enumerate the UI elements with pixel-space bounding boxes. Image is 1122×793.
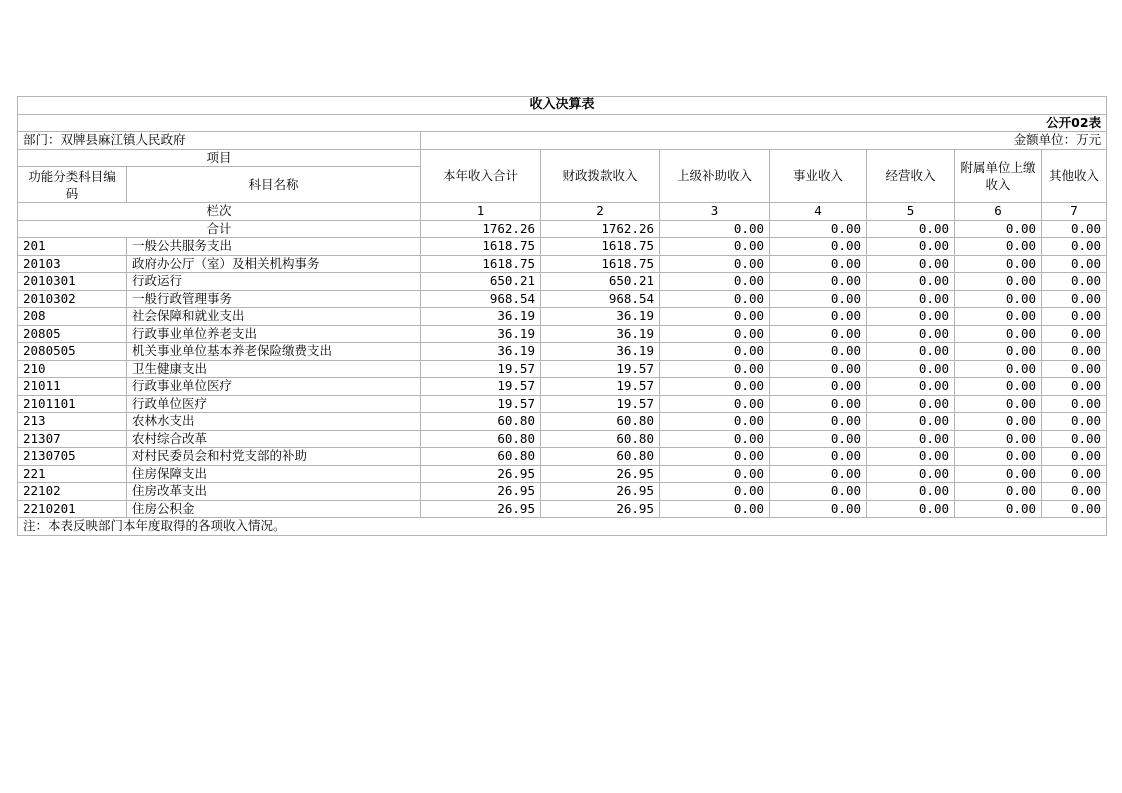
amount-cell: 0.00 (955, 255, 1042, 273)
amount-cell: 0.00 (867, 378, 955, 396)
amount-cell: 0.00 (660, 238, 770, 256)
amount-cell: 0.00 (770, 255, 867, 273)
amount-cell: 0.00 (1042, 273, 1107, 291)
amount-cell: 0.00 (955, 395, 1042, 413)
column-number-row (18, 203, 1107, 221)
subject-code: 2080505 (18, 343, 127, 361)
amount-cell: 0.00 (660, 395, 770, 413)
amount-cell: 0.00 (955, 500, 1042, 518)
amount-cell: 0.00 (955, 290, 1042, 308)
amount-cell: 0.00 (770, 448, 867, 466)
total-value: 1762.26 (421, 220, 541, 238)
amount-cell: 0.00 (770, 325, 867, 343)
amount-cell: 0.00 (867, 273, 955, 291)
subject-code: 210 (18, 360, 127, 378)
amount-cell: 1618.75 (541, 238, 660, 256)
amount-cell: 0.00 (660, 325, 770, 343)
amount-cell: 0.00 (867, 290, 955, 308)
amount-cell: 968.54 (421, 290, 541, 308)
amount-cell: 0.00 (660, 430, 770, 448)
subject-code: 2010302 (18, 290, 127, 308)
amount-cell: 0.00 (770, 308, 867, 326)
amount-cell: 0.00 (660, 500, 770, 518)
amount-cell: 26.95 (421, 465, 541, 483)
amount-cell: 19.57 (541, 360, 660, 378)
subject-name: 一般公共服务支出 (127, 238, 421, 256)
amount-cell: 1618.75 (421, 255, 541, 273)
amount-cell: 0.00 (770, 465, 867, 483)
amount-cell: 0.00 (867, 448, 955, 466)
column-number: 4 (770, 203, 867, 221)
amount-cell: 36.19 (421, 308, 541, 326)
header-item: 项目 (18, 149, 421, 167)
amount-cell: 60.80 (541, 413, 660, 431)
header-fiscal: 财政拨款收入 (541, 149, 660, 203)
subject-name: 住房公积金 (127, 500, 421, 518)
amount-cell: 1618.75 (421, 238, 541, 256)
amount-cell: 0.00 (955, 343, 1042, 361)
amount-cell: 0.00 (770, 500, 867, 518)
amount-cell: 60.80 (421, 448, 541, 466)
total-row (18, 220, 1107, 238)
subject-name: 行政单位医疗 (127, 395, 421, 413)
amount-cell: 26.95 (541, 465, 660, 483)
subject-name: 行政事业单位医疗 (127, 378, 421, 396)
table-row (18, 448, 1107, 466)
amount-cell: 0.00 (1042, 413, 1107, 431)
amount-cell: 0.00 (867, 483, 955, 501)
amount-cell: 0.00 (770, 413, 867, 431)
amount-cell: 36.19 (541, 325, 660, 343)
subject-name: 行政运行 (127, 273, 421, 291)
amount-cell: 0.00 (955, 448, 1042, 466)
amount-cell: 0.00 (660, 360, 770, 378)
amount-cell: 0.00 (770, 273, 867, 291)
amount-cell: 0.00 (1042, 238, 1107, 256)
amount-cell: 0.00 (660, 290, 770, 308)
subject-code: 201 (18, 238, 127, 256)
table-row (18, 465, 1107, 483)
table-row (18, 308, 1107, 326)
amount-cell: 968.54 (541, 290, 660, 308)
total-value: 1762.26 (541, 220, 660, 238)
header-superior: 上级补助收入 (660, 149, 770, 203)
table-note: 注：本表反映部门本年度取得的各项收入情况。 (18, 518, 1107, 536)
amount-cell: 26.95 (421, 500, 541, 518)
amount-cell: 0.00 (770, 343, 867, 361)
header-total: 本年收入合计 (421, 149, 541, 203)
amount-cell: 0.00 (660, 255, 770, 273)
amount-cell: 26.95 (421, 483, 541, 501)
header-other: 其他收入 (1042, 149, 1107, 203)
amount-cell: 0.00 (955, 378, 1042, 396)
subject-code: 21307 (18, 430, 127, 448)
amount-cell: 0.00 (1042, 290, 1107, 308)
subject-name: 住房改革支出 (127, 483, 421, 501)
table-row (18, 378, 1107, 396)
subject-code: 22102 (18, 483, 127, 501)
amount-cell: 36.19 (421, 343, 541, 361)
amount-cell: 0.00 (867, 395, 955, 413)
subject-code: 20805 (18, 325, 127, 343)
table-row (18, 238, 1107, 256)
amount-cell: 0.00 (1042, 308, 1107, 326)
amount-cell: 0.00 (955, 413, 1042, 431)
subject-name: 机关事业单位基本养老保险缴费支出 (127, 343, 421, 361)
column-number: 7 (1042, 203, 1107, 221)
amount-cell: 0.00 (1042, 483, 1107, 501)
amount-cell: 0.00 (770, 290, 867, 308)
amount-cell: 1618.75 (541, 255, 660, 273)
amount-cell: 0.00 (660, 378, 770, 396)
header-subject-name: 科目名称 (127, 167, 421, 203)
table-row (18, 273, 1107, 291)
amount-cell: 0.00 (660, 448, 770, 466)
amount-cell: 0.00 (660, 308, 770, 326)
amount-cell: 0.00 (1042, 360, 1107, 378)
subject-name: 卫生健康支出 (127, 360, 421, 378)
amount-cell: 0.00 (955, 273, 1042, 291)
amount-cell: 0.00 (867, 343, 955, 361)
amount-cell: 36.19 (421, 325, 541, 343)
amount-cell: 60.80 (421, 430, 541, 448)
amount-cell: 0.00 (660, 343, 770, 361)
subject-name: 一般行政管理事务 (127, 290, 421, 308)
amount-cell: 0.00 (770, 483, 867, 501)
subject-code: 20103 (18, 255, 127, 273)
subject-name: 对村民委员会和村党支部的补助 (127, 448, 421, 466)
amount-cell: 19.57 (421, 395, 541, 413)
subject-code: 2010301 (18, 273, 127, 291)
amount-cell: 26.95 (541, 483, 660, 501)
subject-code: 2101101 (18, 395, 127, 413)
amount-cell: 60.80 (541, 430, 660, 448)
amount-cell: 650.21 (541, 273, 660, 291)
amount-cell: 36.19 (541, 308, 660, 326)
amount-cell: 0.00 (955, 325, 1042, 343)
amount-cell: 0.00 (955, 238, 1042, 256)
total-value: 0.00 (1042, 220, 1107, 238)
unit-label: 金额单位：万元 (421, 132, 1107, 150)
subject-name: 社会保障和就业支出 (127, 308, 421, 326)
subject-code: 21011 (18, 378, 127, 396)
amount-cell: 0.00 (1042, 343, 1107, 361)
header-affiliated: 附属单位上缴收入 (955, 149, 1042, 203)
subject-code: 221 (18, 465, 127, 483)
amount-cell: 0.00 (867, 430, 955, 448)
subject-code: 208 (18, 308, 127, 326)
total-value: 0.00 (770, 220, 867, 238)
table-row (18, 290, 1107, 308)
amount-cell: 19.57 (541, 378, 660, 396)
amount-cell: 0.00 (660, 483, 770, 501)
column-number: 2 (541, 203, 660, 221)
header-operating: 经营收入 (867, 149, 955, 203)
subject-name: 住房保障支出 (127, 465, 421, 483)
amount-cell: 60.80 (421, 413, 541, 431)
amount-cell: 36.19 (541, 343, 660, 361)
subject-code: 2130705 (18, 448, 127, 466)
subject-name: 政府办公厅（室）及相关机构事务 (127, 255, 421, 273)
amount-cell: 0.00 (660, 465, 770, 483)
header-business: 事业收入 (770, 149, 867, 203)
amount-cell: 19.57 (541, 395, 660, 413)
header-func-code: 功能分类科目编码 (18, 167, 127, 203)
amount-cell: 0.00 (770, 395, 867, 413)
subject-name: 农林水支出 (127, 413, 421, 431)
amount-cell: 26.95 (541, 500, 660, 518)
column-number: 1 (421, 203, 541, 221)
amount-cell: 0.00 (955, 483, 1042, 501)
table-title: 收入决算表 (18, 97, 1107, 115)
amount-cell: 0.00 (867, 360, 955, 378)
amount-cell: 0.00 (955, 360, 1042, 378)
amount-cell: 0.00 (867, 465, 955, 483)
amount-cell: 60.80 (541, 448, 660, 466)
amount-cell: 0.00 (1042, 325, 1107, 343)
total-value: 0.00 (955, 220, 1042, 238)
amount-cell: 19.57 (421, 360, 541, 378)
column-number: 3 (660, 203, 770, 221)
amount-cell: 0.00 (1042, 395, 1107, 413)
total-label: 合计 (18, 220, 421, 238)
amount-cell: 0.00 (867, 500, 955, 518)
amount-cell: 0.00 (1042, 465, 1107, 483)
table-row (18, 430, 1107, 448)
amount-cell: 0.00 (867, 255, 955, 273)
amount-cell: 650.21 (421, 273, 541, 291)
department-label: 部门：双牌县麻江镇人民政府 (18, 132, 421, 150)
column-number-label: 栏次 (18, 203, 421, 221)
amount-cell: 0.00 (1042, 430, 1107, 448)
subject-name: 农村综合改革 (127, 430, 421, 448)
amount-cell: 0.00 (1042, 255, 1107, 273)
income-final-accounts-table (17, 96, 1107, 536)
total-value: 0.00 (867, 220, 955, 238)
total-value: 0.00 (660, 220, 770, 238)
amount-cell: 0.00 (1042, 500, 1107, 518)
table-row (18, 360, 1107, 378)
amount-cell: 0.00 (867, 238, 955, 256)
amount-cell: 0.00 (660, 273, 770, 291)
amount-cell: 0.00 (955, 308, 1042, 326)
subject-code: 213 (18, 413, 127, 431)
table-row (18, 500, 1107, 518)
amount-cell: 0.00 (867, 325, 955, 343)
amount-cell: 0.00 (955, 430, 1042, 448)
amount-cell: 0.00 (867, 308, 955, 326)
amount-cell: 0.00 (1042, 448, 1107, 466)
table-row (18, 325, 1107, 343)
amount-cell: 0.00 (660, 413, 770, 431)
amount-cell: 0.00 (867, 413, 955, 431)
table-row (18, 483, 1107, 501)
table-row (18, 413, 1107, 431)
amount-cell: 0.00 (770, 360, 867, 378)
amount-cell: 0.00 (770, 430, 867, 448)
table-row (18, 395, 1107, 413)
amount-cell: 0.00 (770, 238, 867, 256)
subject-code: 2210201 (18, 500, 127, 518)
amount-cell: 19.57 (421, 378, 541, 396)
amount-cell: 0.00 (770, 378, 867, 396)
table-code: 公开02表 (421, 114, 1107, 132)
amount-cell: 0.00 (1042, 378, 1107, 396)
amount-cell: 0.00 (955, 465, 1042, 483)
blank-cell (18, 114, 421, 132)
table-row (18, 343, 1107, 361)
subject-name: 行政事业单位养老支出 (127, 325, 421, 343)
table-row (18, 255, 1107, 273)
column-number: 6 (955, 203, 1042, 221)
column-number: 5 (867, 203, 955, 221)
